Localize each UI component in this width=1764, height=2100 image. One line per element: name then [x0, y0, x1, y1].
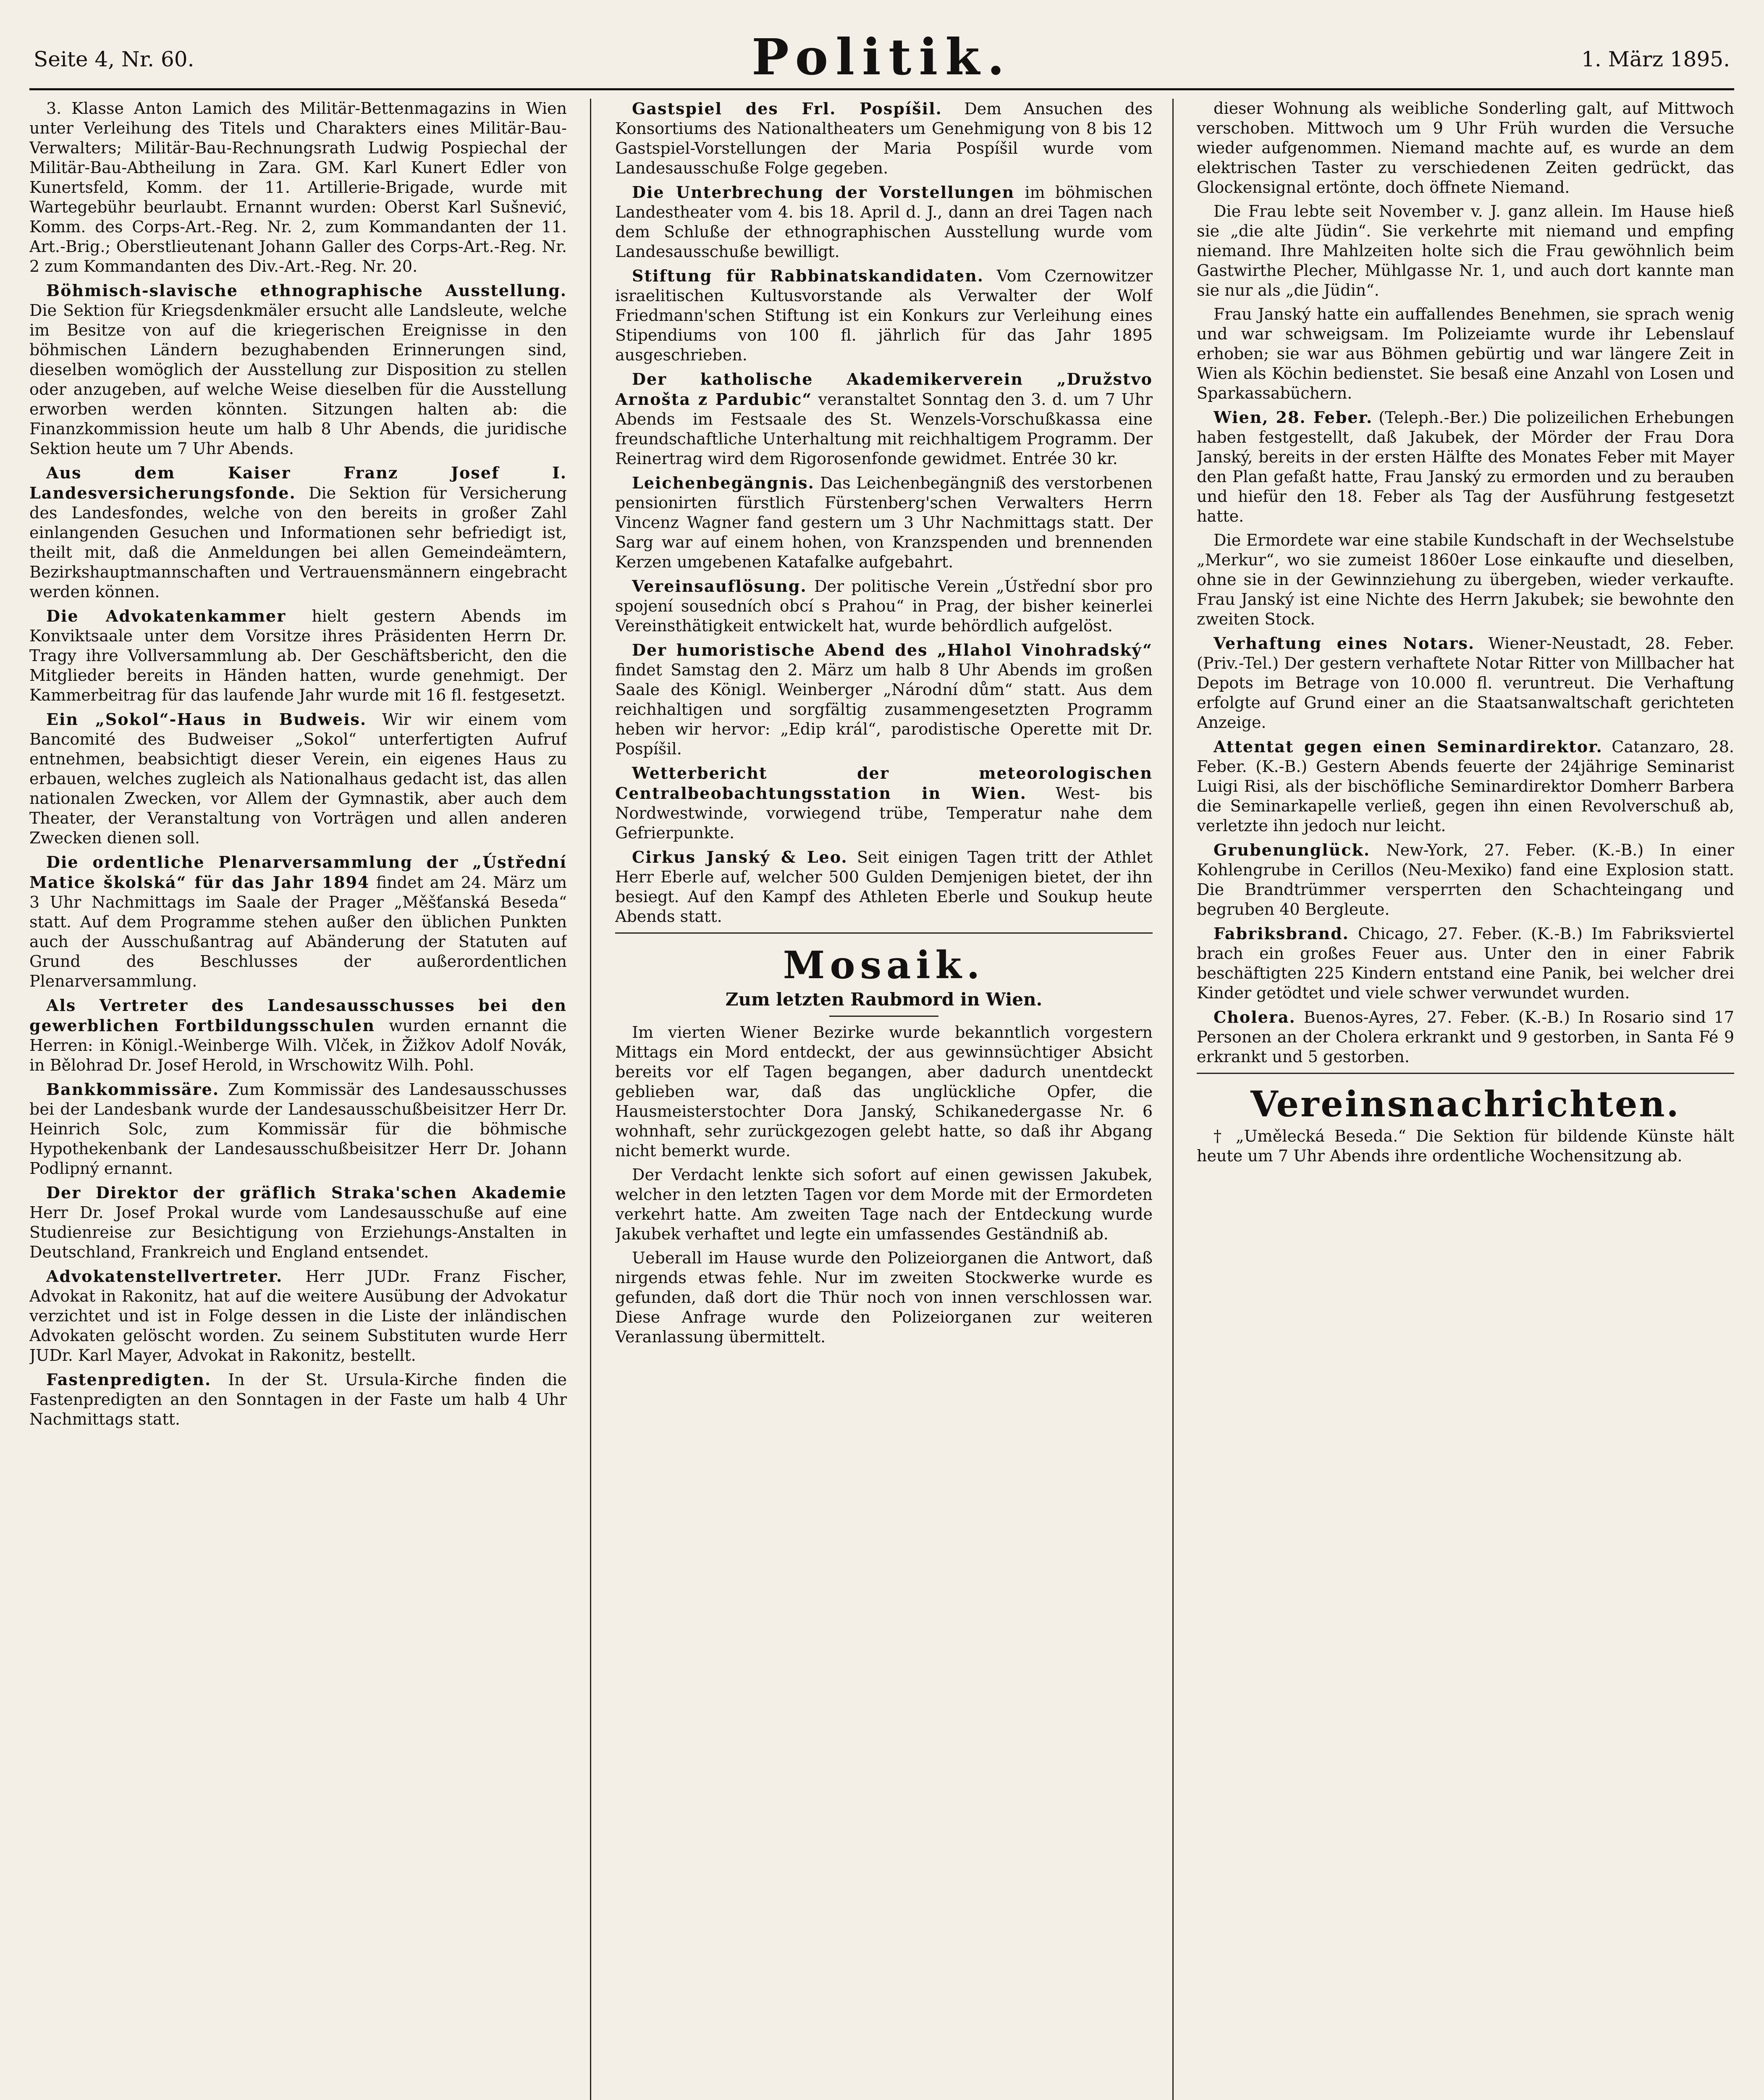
news-headline: Wetterbericht der meteorologischen Centralbeobachtungsstation in Wien. [615, 764, 1153, 803]
news-text: Die Frau lebte seit November v. J. ganz allein. Im Hause hieß sie „die alte Jüdin“. Sie verkehrte mit niemand und empfing niemand. Ihre Mahlzeiten holte sich die Frau gewöhnlich beim Gastwirthe Plecher, Mühlgasse Nr. 1, und auch dort kannte man sie nur als „die Jüdin“. [1197, 202, 1734, 299]
news-item [29, 1370, 567, 1429]
news-item: Der Verdacht lenkte sich sofort auf einen gewissen Jakubek, welcher in den letzten Tagen vor dem Morde mit der Ermordeten verkehrt hatte. Am zweiten Tage nach der Entdeckung wurde Jakubek verhaftet und legte ein umfassendes Geständniß ab. [615, 1166, 1153, 1243]
news-headline: Die ordentliche Plenarversammlung der „Ústřední Matice školská“ für das Jahr 1894 [29, 853, 567, 892]
news-text: findet Samstag den 2. März um halb 8 Uhr Abends im großen Saale des Königl. Weinberger „Národní dům“ statt. Aus dem reichhaltigen und sorgfältig zusammengesetzten Programm heben wir hervor: „Edip král“, parodistische Operette mit Dr. Pospíšil. [615, 661, 1153, 758]
news-item [615, 99, 1153, 178]
news-text: im böhmischen Landestheater vom 4. bis 18. April d. J., dann an drei Tagen nach dem Schluße der ethnographischen Ausstellung wurde vom Landesausschuße bewilligt. [615, 183, 1153, 261]
news-text: Die Ermordete war eine stabile Kundschaft in der Wechselstube „Merkur“, wo sie zumeist 1860er Lose einkaufte und dieselben, ohne sie in der Gewinnziehung zu übergeben, wieder verkaufte. Frau Janský ist eine Nichte des Herrn Jakubek; sie bewohnte den zweiten Stock. [1197, 531, 1734, 628]
news-item [29, 99, 567, 276]
news-headline: Ein „Sokol“-Haus in Budweis. [46, 710, 367, 729]
news-item [615, 847, 1153, 927]
news-item [615, 473, 1153, 572]
news-item [1197, 737, 1734, 836]
news-text: West- bis Nordwestwinde, vorwiegend trübe, Temperatur nahe dem Gefrierpunkte. [615, 784, 1153, 842]
news-item [615, 182, 1153, 262]
news-headline: Die Advokatenkammer [46, 606, 286, 625]
news-headline: Fabriksbrand. [1214, 924, 1349, 943]
subheading-rule [829, 1016, 938, 1017]
news-text: In der St. Ursula-Kirche finden die Fastenpredigten an den Sonntagen in der Faste um halb 4 Uhr Nachmittags statt. [29, 1370, 567, 1428]
news-text: Catanzaro, 28. Feber. (K.-B.) Gestern Abends feuerte der 24jährige Seminarist Luigi Risi, als der bischöfliche Seminardirektor Domherr Barbera die Seminarkapelle verließ, gegen ihn einen Revolverschuß ab, verletzte ihn jedoch nur leicht. [1197, 738, 1734, 835]
news-headline: Verhaftung eines Notars. [1214, 634, 1475, 653]
news-text: hielt gestern Abends im Konviktsaale unter dem Vorsitze ihres Präsidenten Herrn Dr. Tragy ihre Vollversammlung ab. Der Geschäftsbericht, den die Mitglieder bereits in Händen hatten, wurde genehmigt. Der Kammerbeitrag für das laufende Jahr wurde mit 16 fl. festgesetzt. [29, 607, 567, 704]
news-item [615, 763, 1153, 843]
news-item [29, 1183, 567, 1262]
news-text: 3. Klasse Anton Lamich des Militär-Bettenmagazins in Wien unter Verleihung des Titels und Charakters eines Militär-Bau-Verwalters; Militär-Bau-Rechnungsrath Ludwig Pospiechal der Militär-Bau-Abtheilung in Zara. GM. Karl Kunert Edler von Kunertsfeld, Komm. der 11. Artillerie-Brigade, wurde mit Wartegebühr beurlaubt. Ernannt wurden: Oberst Karl Sušnević, Komm. des Corps-Art.-Reg. Nr. 2, zum Kommandanten der 11. Art.-Brig.; Oberstlieutenant Johann Galler des Corps-Art.-Reg. Nr. 2 zum Kommandanten des Div.-Art.-Reg. Nr. 20. [29, 99, 567, 276]
news-item: Im vierten Wiener Bezirke wurde bekanntlich vorgestern Mittags ein Mord entdeckt, der aus gewinnsüchtiger Absicht bereits vor elf Tagen begangen, aber dadurch unentdeckt geblieben war, daß das unglückliche Opfer, die Hausmeisterstochter Dora Janský, Schikanedergasse Nr. 6 wohnhaft, sehr zurückgezogen gelebt hatte, so daß ihr Abgang nicht bemerkt wurde. [615, 1023, 1153, 1160]
header-rule [29, 88, 1734, 90]
column-3 [1197, 99, 1734, 2100]
mosaik-article [615, 1023, 1153, 1347]
news-text: (Teleph.-Ber.) Die polizeilichen Erhebungen haben festgestellt, daß Jakubek, der Mörder der Frau Dora Janský, bereits in der ersten Hälfte des Monates Feber mit Mayer den Plan gefaßt hatte, Frau Janský zu ermorden und zu berauben und hiefür den 18. Feber als Tag der Ausführung festgesetzt hatte. [1197, 408, 1734, 525]
news-item [615, 369, 1153, 469]
news-item [615, 576, 1153, 636]
news-item [615, 266, 1153, 365]
newspaper-page [29, 25, 1734, 2100]
column-2-news [615, 99, 1153, 927]
news-headline: Cirkus Janský & Leo. [632, 848, 848, 866]
news-text: findet am 24. März um 3 Uhr Nachmittags im Saale der Prager „Měšťanská Beseda“ statt. Auf dem Programme stehen außer den üblichen Punkten auch der Ausschußantrag auf Abänderung der Statuten auf Grund des Beschlusses der außerordentlichen Plenarversammlung. [29, 873, 567, 990]
issue-date: 1. März 1895. [1581, 47, 1730, 71]
news-text: veranstaltet Sonntag den 3. d. um 7 Uhr Abends im Festsaale des St. Wenzels-Vorschußkassa eine freundschaftliche Unterhaltung mit reichhaltigem Programm. Der Reinertrag wird dem Rigorosenfonde gewidmet. Entrée 30 kr. [615, 390, 1153, 468]
news-headline: Aus dem Kaiser Franz Josef I. Landesversicherungsfonde. [29, 463, 567, 502]
page-header [29, 25, 1734, 88]
news-text: Herr Dr. Josef Prokal wurde vom Landesausschuße auf eine Studienreise zur Besichtigung von Erziehungs-Anstalten in Deutschland, Frankreich und England entsendet. [29, 1203, 567, 1261]
news-headline: Stiftung für Rabbinatskandidaten. [632, 266, 984, 285]
column-divider [590, 99, 591, 2100]
news-text: wurden ernannt die Herren: in Königl.-Weinberge Wilh. Vlček, in Žižkov Adolf Novák, in Bělohrad Dr. Josef Herold, in Wrschowitz Wilh. Pohl. [29, 1016, 567, 1074]
news-text: Der politische Verein „Ústřední sbor pro spojení sousedních obcí s Prahou“ in Prag, der bisher keinerlei Vereinsthätigkeit entwickelt hat, wurde behördlich aufgelöst. [615, 577, 1153, 635]
news-item [29, 995, 567, 1075]
news-item [29, 606, 567, 705]
news-text: Wir wir einem vom Bancomité des Budweiser „Sokol“ unterfertigten Aufruf entnehmen, beabsichtigt dieser Verein, ein eigenes Haus zu erbauen, welches zugleich als Nationalhaus gedacht ist, das allen nationalen Zwecken, vor Allem der Gymnastik, aber auch dem Theater, der Veranstaltung von Vorträgen und allen anderen Zwecken dienen soll. [29, 710, 567, 847]
news-item [1197, 840, 1734, 919]
column-divider [1172, 99, 1174, 2100]
news-headline: Die Unterbrechung der Vorstellungen [632, 183, 1015, 202]
news-headline: Bankkommissäre. [46, 1080, 220, 1099]
news-item [615, 640, 1153, 759]
news-item [1197, 407, 1734, 526]
news-headline: Advokatenstellvertreter. [46, 1267, 283, 1286]
news-item [29, 463, 567, 602]
news-item [1197, 924, 1734, 1003]
news-headline: Als Vertreter des Landesausschusses bei den gewerblichen Fortbildungsschulen [29, 996, 567, 1035]
news-headline: Der humoristische Abend des „Hlahol Vinohradský“ [632, 640, 1153, 659]
news-headline: Cholera. [1214, 1008, 1296, 1026]
news-text: Vom Czernowitzer israelitischen Kultusvorstande als Verwalter der Wolf Friedmann'schen Stiftung ist ein Konkurs zur Verleihung eines Stipendiums von 100 fl. jährlich für das Jahr 1895 ausgeschrieben. [615, 267, 1153, 364]
section-title: Politik. [751, 28, 1012, 86]
news-item [1197, 530, 1734, 629]
news-headline: Der Direktor der gräflich Straka'schen Akademie [46, 1183, 567, 1202]
column-2 [615, 99, 1153, 2100]
news-text: Frau Janský hatte ein auffallendes Benehmen, sie sprach wenig und war schweigsam. Im Polizeiamte wurde ihr Lebenslauf erhoben; sie war aus Böhmen gebürtig und war längere Zeit in Wien als Köchin bedienstet. Sie besaß eine Anzahl von Losen und Sparkassabüchern. [1197, 305, 1734, 402]
news-item [29, 852, 567, 991]
news-text: Buenos-Ayres, 27. Feber. (K.-B.) In Rosario sind 17 Personen an der Cholera erkrankt und 9 gestorben, in Santa Fé 9 erkrankt und 5 gestorben. [1197, 1008, 1734, 1066]
vereinsnachrichten-heading: Vereinsnachrichten. [1250, 1083, 1680, 1125]
news-headline: Grubenunglück. [1214, 840, 1371, 859]
news-headline: Wien, 28. Feber. [1214, 408, 1373, 427]
news-item [1197, 99, 1734, 197]
news-item [29, 709, 567, 848]
news-text: dieser Wohnung als weibliche Sonderling galt, auf Mittwoch verschoben. Mittwoch um 9 Uhr Früh wurden die Versuche wieder aufgenommen. Niemand machte auf, es wurde an dem elektrischen Taster zu verschiedenen Zeiten gedrückt, das Glockensignal ertönte, doch öffnete Niemand. [1197, 99, 1734, 197]
news-item [1197, 202, 1734, 300]
news-text: Seit einigen Tagen tritt der Athlet Herr Eberle auf, welcher 500 Gulden Demjenigen bietet, der ihn besiegt. Auf den Kampf des Athleten Eberle und Soukup heute Abends statt. [615, 848, 1153, 926]
column-1 [29, 99, 567, 2100]
news-headline: Der katholische Akademikerverein „Družstvo Arnošta z Pardubic“ [615, 370, 1153, 409]
news-headline: Leichenbegängnis. [632, 473, 815, 492]
news-item: † „Umělecká Beseda.“ Die Sektion für bildende Künste hält heute um 7 Uhr Abends ihre ordentliche Wochensitzung ab. [1197, 1127, 1734, 1165]
news-headline: Fastenpredigten. [46, 1370, 212, 1389]
news-text: Die Sektion für Kriegsdenkmäler ersucht alle Landsleute, welche im Besitze von auf die kriegerischen Ereignisse in den böhmischen Ländern bezughabenden Erinnerungen sind, dieselben womöglich der Ausstellung zur Disposition zu stellen oder anzugeben, auf welche Weise dieselben für die Ausstellung erworben werden könnten. Sitzungen halten ab: die Finanzkommission heute um halb 8 Uhr Abends, die juridische Sektion heute um 7 Uhr Abends. [29, 301, 567, 458]
news-text: Dem Ansuchen des Konsortiums des Nationaltheaters um Genehmigung von 8 bis 12 Gastspiel-Vorstellungen der Maria Pospíšil wurde vom Landesausschuße Folge gegeben. [615, 100, 1153, 177]
mosaik-heading: Mosaik. [783, 943, 985, 987]
column-3-news [1197, 99, 1734, 1067]
vereinsnachrichten-article [1197, 1126, 1734, 1166]
news-text: Chicago, 27. Feber. (K.-B.) Im Fabriksviertel brach ein großes Feuer aus. Unter den in einer Fabrik beschäftigten 225 Kindern entstand eine Panik, bei welcher drei Kinder getödtet und viele schwer verwundet wurden. [1197, 924, 1734, 1002]
news-item [1197, 1007, 1734, 1067]
news-text: New-York, 27. Feber. (K.-B.) In einer Kohlengrube in Cerillos (Neu-Mexiko) fand eine Explosion statt. Die Brandtrümmer versperrten den Schachteingang und begruben 40 Bergleute. [1197, 841, 1734, 919]
news-headline: Vereinsauflösung. [632, 577, 807, 596]
page-number: Seite 4, Nr. 60. [34, 47, 194, 71]
news-headline: Böhmisch-slavische ethnographische Ausstellung. [46, 281, 567, 300]
news-text: Das Leichenbegängniß des verstorbenen pensionirten fürstlich Fürstenberg'schen Verwalters Herrn Vincenz Wagner fand gestern um 3 Uhr Nachmittags statt. Der Sarg war auf einem hohen, von Kranzspenden und brennenden Kerzen umgebenen Katafalke aufgebahrt. [615, 474, 1153, 571]
section-rule [1197, 1073, 1734, 1074]
news-item [29, 281, 567, 459]
news-item [1197, 304, 1734, 403]
news-headline: Attentat gegen einen Seminardirektor. [1214, 737, 1603, 756]
news-item [29, 1266, 567, 1365]
news-text: Herr JUDr. Franz Fischer, Advokat in Rakonitz, hat auf die weitere Ausübung der Advokatur verzichtet und ist in Folge dessen in die Liste der inländischen Advokaten gelöscht worden. Zu seinem Substituten wurde Herr JUDr. Karl Mayer, Advokat in Rakonitz, bestellt. [29, 1267, 567, 1365]
news-headline: Gastspiel des Frl. Pospíšil. [632, 99, 942, 118]
section-rule [615, 932, 1153, 934]
news-text: Zum Kommissär des Landesausschusses bei der Landesbank wurde der Landesausschußbeisitzer Herr Dr. Heinrich Solc, zum Kommissär für die böhmische Hypothekenbank der Landesausschußbeisitzer Herr Dr. Johann Podlipný ernannt. [29, 1080, 567, 1178]
news-item: Ueberall im Hause wurde den Polizeiorganen die Antwort, daß nirgends etwas fehle. Nur im zweiten Stockwerke wurde es gefunden, daß dort die Thür noch von innen verschlossen war. Diese Anfrage wurde den Polizeiorganen zur weiteren Veranlassung übermittelt. [615, 1249, 1153, 1346]
news-item [1197, 633, 1734, 732]
news-text: Die Sektion für Versicherung des Landesfondes, welche von den bereits in großer Zahl einlangenden Gesuchen und Informationen sehr befriedigt ist, theilt mit, daß die Anmeldungen bei allen Gemeindeämtern, Bezirkshauptmannschaften und Vertrauensmännern eingebracht werden können. [29, 484, 567, 601]
news-item [29, 1079, 567, 1179]
news-text: Wiener-Neustadt, 28. Feber. (Priv.-Tel.) Der gestern verhaftete Notar Ritter von Millbacher hat Depots im Betrage von 10.000 fl. veruntreut. Die Verhaftung erfolgte auf Grund einer an die Staatsanwaltschaft gerichteten Anzeige. [1197, 634, 1734, 732]
mosaik-subheading: Zum letzten Raubmord in Wien. [725, 989, 1043, 1010]
